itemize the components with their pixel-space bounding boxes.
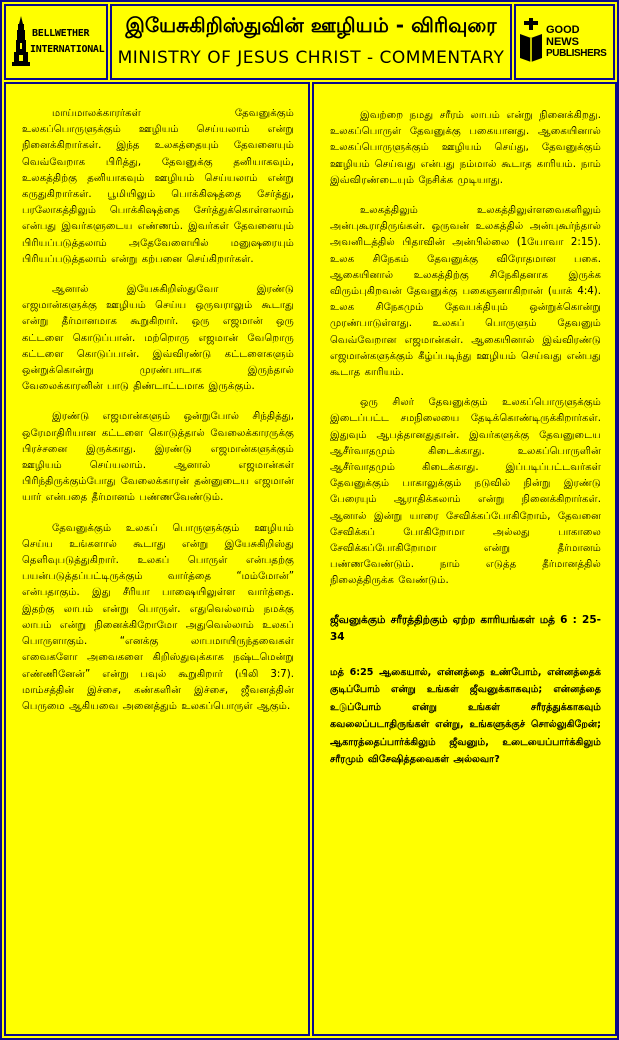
bible-verse: மத் 6:25 ஆகையால், என்னத்தை உண்போம், என்னத்தைக் குடிப்போம் என்று உங்கள் ஜீவனுக்காகவும்; என்னத்தை உடுப்போம் என்று உங்கள் சரீரத்துக்காகவும் கவலைப்படாதிருங்கள் என்று, உங்களுக்குச் சொல்லுகிறேன்; ஆகாரத்தைப்பார்க்கிலும் ஜீவனும், உடையைப்பார்க்கிலும் சரீரமும் விசேஷித்தவைகள் அல்லவா? — [330, 666, 601, 766]
right-column — [312, 82, 617, 1036]
left-paragraph-3: இரண்டு எஜமான்களும் ஒன்றுபோல் சிந்தித்து, ஒரேமாதிரியான கட்டளை கொடுத்தால் வேலைக்காரருக்கு பிரச்சனை இருக்காது. இரண்டு எஜமான்களுக்கும் ஊழியம் செய்யலாம். ஆனால் எஜமான்கள் பிரிந்திருக்கும்போது வேலைக்காரன் தன்னுடைய எஜமான் யார் என்பதை தீர்மானம் பண்ணவேண்டும். — [22, 411, 294, 504]
header — [4, 4, 615, 78]
left-column — [4, 82, 310, 1036]
tower-icon — [12, 16, 30, 66]
right-paragraph-2: உலகத்திலும் உலகத்திலுள்ளவைகளிலும் அன்புகூராதிருங்கள். ஒருவன் உலகத்தில் அன்புகூர்ந்தால் அவனிடத்தில் பிதாவின் அன்பில்லை (1யோவா 2:15). உலக சிநேகம் தேவனுக்கு விரோதமான பகை. ஆகையினால் உலகத்திற்கு சிநேகிதனாக இருக்க விரும்புகிறவன் தேவனுக்கு பகைஞனாகிறான் (யாக் 4:4). உலக சிநேகமும் தேவபக்தியும் ஒன்றுக்கொன்று முரண்பாடுள்ளது. உலகப் பொருளும் தேவனும் வெவ்வேறான எஜமான்கள். ஆகையினால் இவ்விரண்டு எஜமான்களுக்கும் கீழ்ப்படிந்து ஊழியம் செய்வது என்பது கூடாத காரியம். — [330, 205, 601, 379]
left-paragraph-1: மாய்மாலக்காரர்கள் தேவனுக்கும் உலகப்பொருளுக்கும் ஊழியம் செய்யலாம் என்று நினைக்கிறார்கள். இந்த உலகத்தையும் தேவனையும் வெவ்வேறாக பிரித்து, தேவனுக்கு தனியாகவும், உலகத்திற்கு தனியாகவும் ஊழியம் செய்யலாம் என்று கருதுகிறார்கள். பூமியிலும் பொக்கிஷத்தை சேர்த்து, பரலோகத்திலும் பொக்கிஷத்தை சேர்த்துக்கொள்ளலாம் என்பது இவர்களுடைய எண்ணம். இவர்கள் தேவனையும் பிரியப்படுத்தலாம் அதேவேளையில் மனுஷரையும் பிரியப்படுத்தலாம் என்று கற்பனை செய்கிறார்கள். — [22, 108, 294, 265]
bellwether-line2: INTERNATIONAL — [30, 44, 105, 55]
good-news-line1: GOOD NEWS — [546, 24, 580, 48]
right-paragraph-1: இவற்றை நமது சரீரம் லாபம் என்று நினைக்கிறது. உலகப்பொருள் தேவனுக்கு பகையானது. ஆகையினால் உலகப்பொருளுக்கும் ஊழியம் செய்து, தேவனுக்கும் ஊழியம் செய்வது என்பது நம்மால் கூடாத காரியம். நாம் இவ்விரண்டையும் நேசிக்க முடியாது. — [330, 110, 601, 186]
page-title-tamil: இயேசுகிறிஸ்துவின் ஊழியம் - விரிவுரை — [125, 13, 497, 37]
left-paragraph-2: ஆனால் இயேசுகிறிஸ்துவோ இரண்டு எஜமான்களுக்கு ஊழியம் செய்ய ஒருவராலும் கூடாது என்று தீர்மானமாக கூறுகிறார். ஒரு எஜமான் ஒரு கட்டளை கொடுப்பான். மற்றொரு எஜமான் வேறொரு கட்டளை கொடுப்பான். இவ்விரண்டு கட்டளைகளும் ஒன்றுக்கொன்று முரண்பாடாக இருந்தால் வேலைக்காரனின் பாடு திண்டாட்டமாக இருக்கும். — [22, 284, 294, 393]
bellwether-logo — [12, 16, 105, 66]
section-subheading: ஜீவனுக்கும் சரீரத்திற்கும் ஏற்ற காரியங்கள் மத் 6 : 25-34 — [330, 613, 601, 643]
good-news-line2: PUBLISHERS — [546, 48, 607, 59]
good-news-logo — [520, 16, 608, 66]
bellwether-line1: BELLWETHER — [32, 28, 90, 39]
left-paragraph-4: தேவனுக்கும் உலகப் பொருளுக்கும் ஊழியம் செய்ய உங்களால் கூடாது என்று இயேசுகிறிஸ்து தெளிவுபடுத்துகிறார். உலகப் பொருள் என்பதற்கு பயன்படுத்தப்பட்டிருக்கும் வார்த்தை “மம்மோன்” என்பதாகும். இது சீரியா பாஷையிலுள்ள வார்த்தை. இதற்கு லாபம் என்று பொருள். எதுவெல்லாம் நமக்கு லாபம் என்று நினைக்கிறோமோ அதுவெல்லாம் உலகப் பொருளாகும். “எனக்கு லாபமாயிருந்தவைகள் எவைகளோ அவைகளை கிறிஸ்துவுக்காக நஷ்டமென்று எண்ணினேன்” என்று பவுல் கூறுகிறார் (பிலி 3:7). மாம்சத்தின் இச்சை, கண்களின் இச்சை, ஜீவனத்தின் பெருமை ஆகியவை அனைத்தும் உலகப்பொருள் ஆகும். — [22, 522, 294, 712]
bible-icon — [520, 18, 542, 64]
good-news-logo-box — [514, 4, 615, 80]
title-box — [110, 4, 512, 80]
right-paragraph-3: ஒரு சிலர் தேவனுக்கும் உலகப்பொருளுக்கும் இடைப்பட்ட சமநிலையை தேடிக்கொண்டிருக்கிறார்கள். இதுவும் ஆபத்தானதுதான். இவர்களுக்கு தேவனுடைய ஆசீர்வாதமும் கிடைக்காது. உலகப்பொருளின் ஆசீர்வாதமும் கிடைக்காது. இப்படிப்பட்டவர்கள் தேவனுக்கும் பாகாலுக்கும் நடுவில் நின்று இரண்டு பேரையும் ஆராதிக்கலாம் என்று நினைக்கிறார்கள். ஆனால் இன்று யாரை சேவிக்கப்போகிறோம், தேவனை சேவிக்கப் போகிறோமா அல்லது பாகாலை சேவிக்கப்போகிறோமா என்று தீர்மானம் பண்ணவேண்டும். நாம் எடுத்த தீர்மானத்தில் நிலைத்திருக்க வேண்டும். — [330, 397, 601, 587]
page-title-english: MINISTRY OF JESUS CHRIST - COMMENTARY — [117, 48, 505, 68]
bellwether-logo-box — [4, 4, 108, 80]
